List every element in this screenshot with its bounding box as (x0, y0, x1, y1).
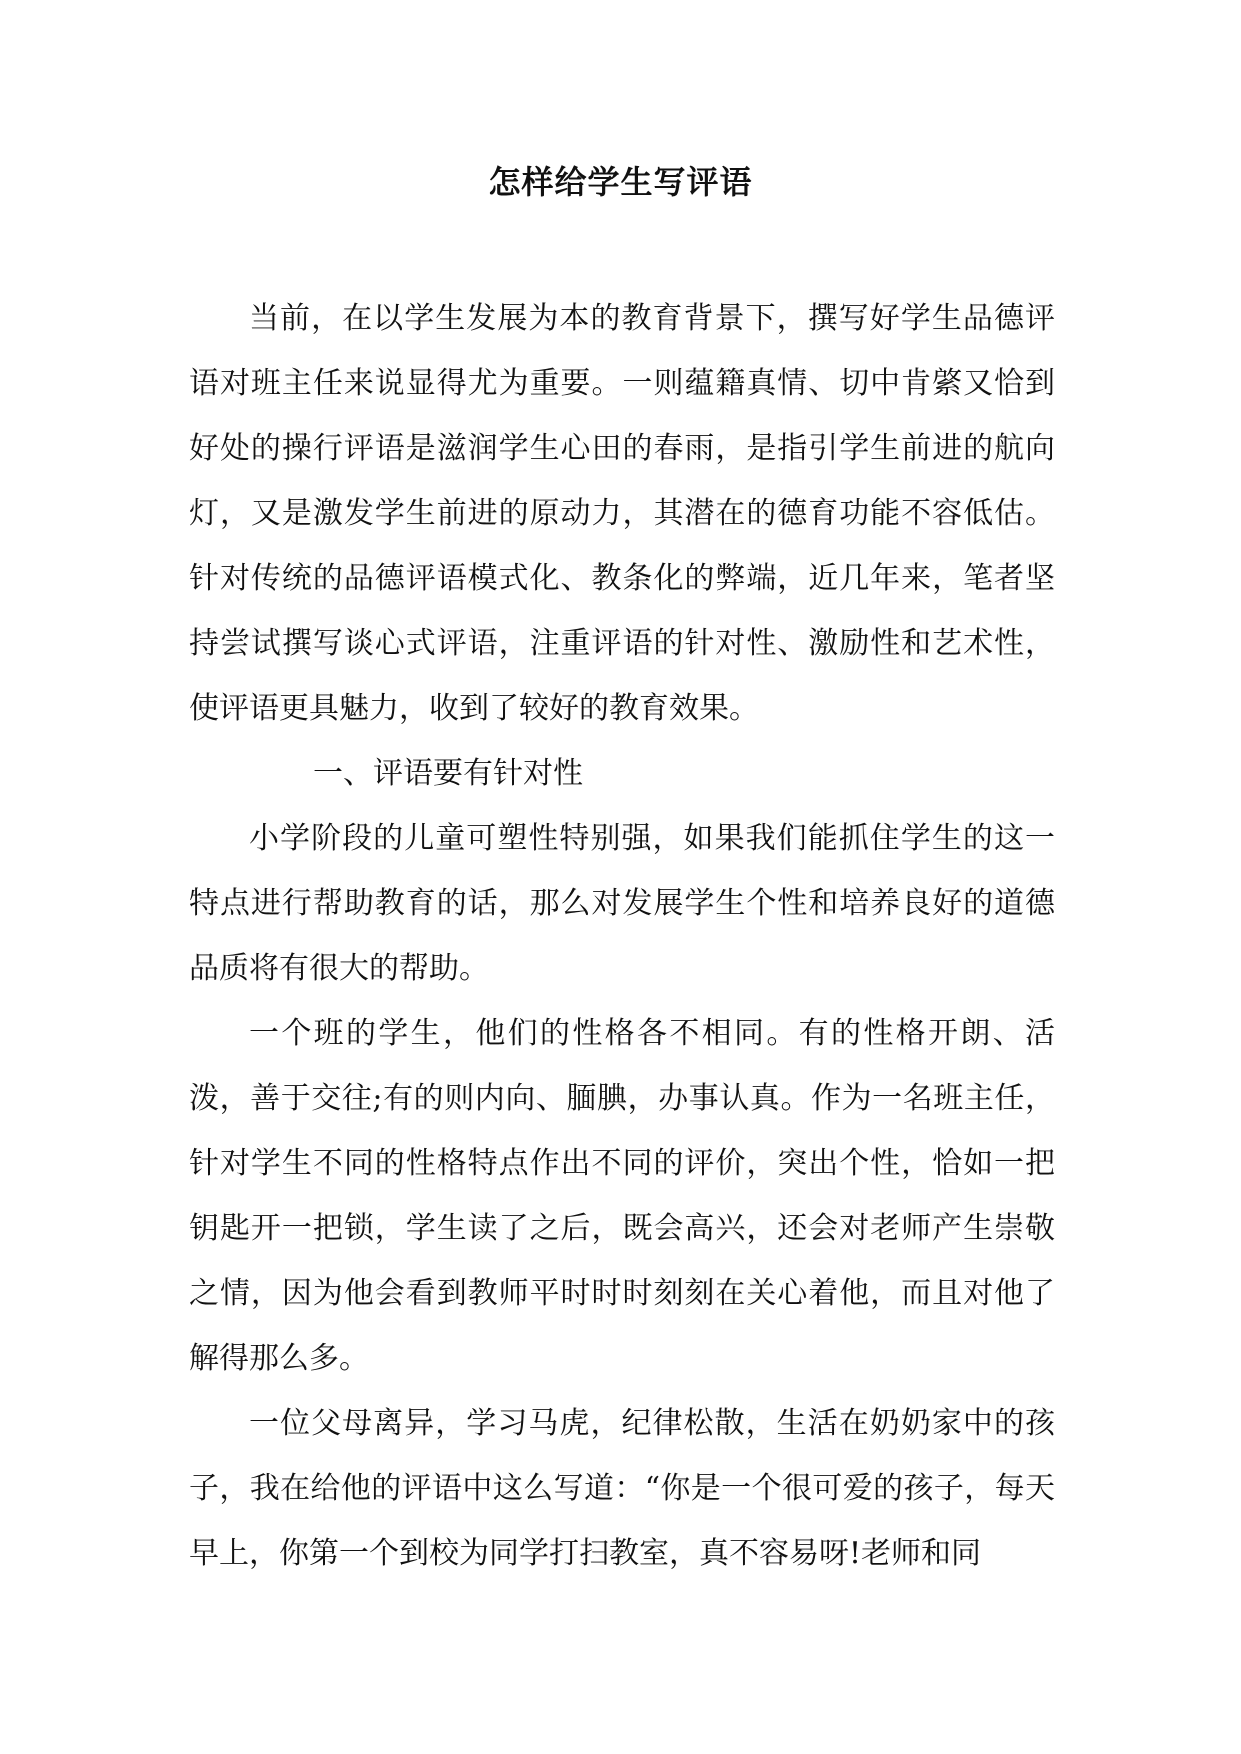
paragraph-section1-b: 一个班的学生，他们的性格各不相同。有的性格开朗、活泼，善于交往;有的则内向、腼腆，办事认真。作为一名班主任，针对学生不同的性格特点作出不同的评价，突出个性，恰如一把钥匙开一把锁，学生读了之后，既会高兴，还会对老师产生崇敬之情，因为他会看到教师平时时时刻刻在关心着他，而且对他了解得那么多。 (189, 1016, 1055, 1376)
paragraph-section1-c: 一位父母离异，学习马虎，纪律松散，生活在奶奶家中的孩子，我在给他的评语中这么写道：“你是一个很可爱的孩子，每天早上，你第一个到校为同学打扫教室，真不容易呀!老师和同 (189, 1406, 1055, 1571)
section-heading-1: 一、评语要有针对性 (313, 756, 583, 791)
document-title: 怎样给学生写评语 (488, 163, 753, 201)
paragraph-section1-a: 小学阶段的儿童可塑性特别强，如果我们能抓住学生的这一特点进行帮助教育的话，那么对发展学生个性和培养良好的道德品质将有很大的帮助。 (189, 821, 1055, 986)
paragraph-intro: 当前，在以学生发展为本的教育背景下，撰写好学生品德评语对班主任来说显得尤为重要。一则蕴籍真情、切中肯綮又恰到好处的操行评语是滋润学生心田的春雨，是指引学生前进的航向灯，又是激发学生前进的原动力，其潜在的德育功能不容低估。针对传统的品德评语模式化、教条化的弊端，近几年来，笔者坚持尝试撰写谈心式评语，注重评语的针对性、激励性和艺术性，使评语更具魅力，收到了较好的教育效果。 (189, 301, 1055, 726)
document-body (189, 286, 1055, 1586)
